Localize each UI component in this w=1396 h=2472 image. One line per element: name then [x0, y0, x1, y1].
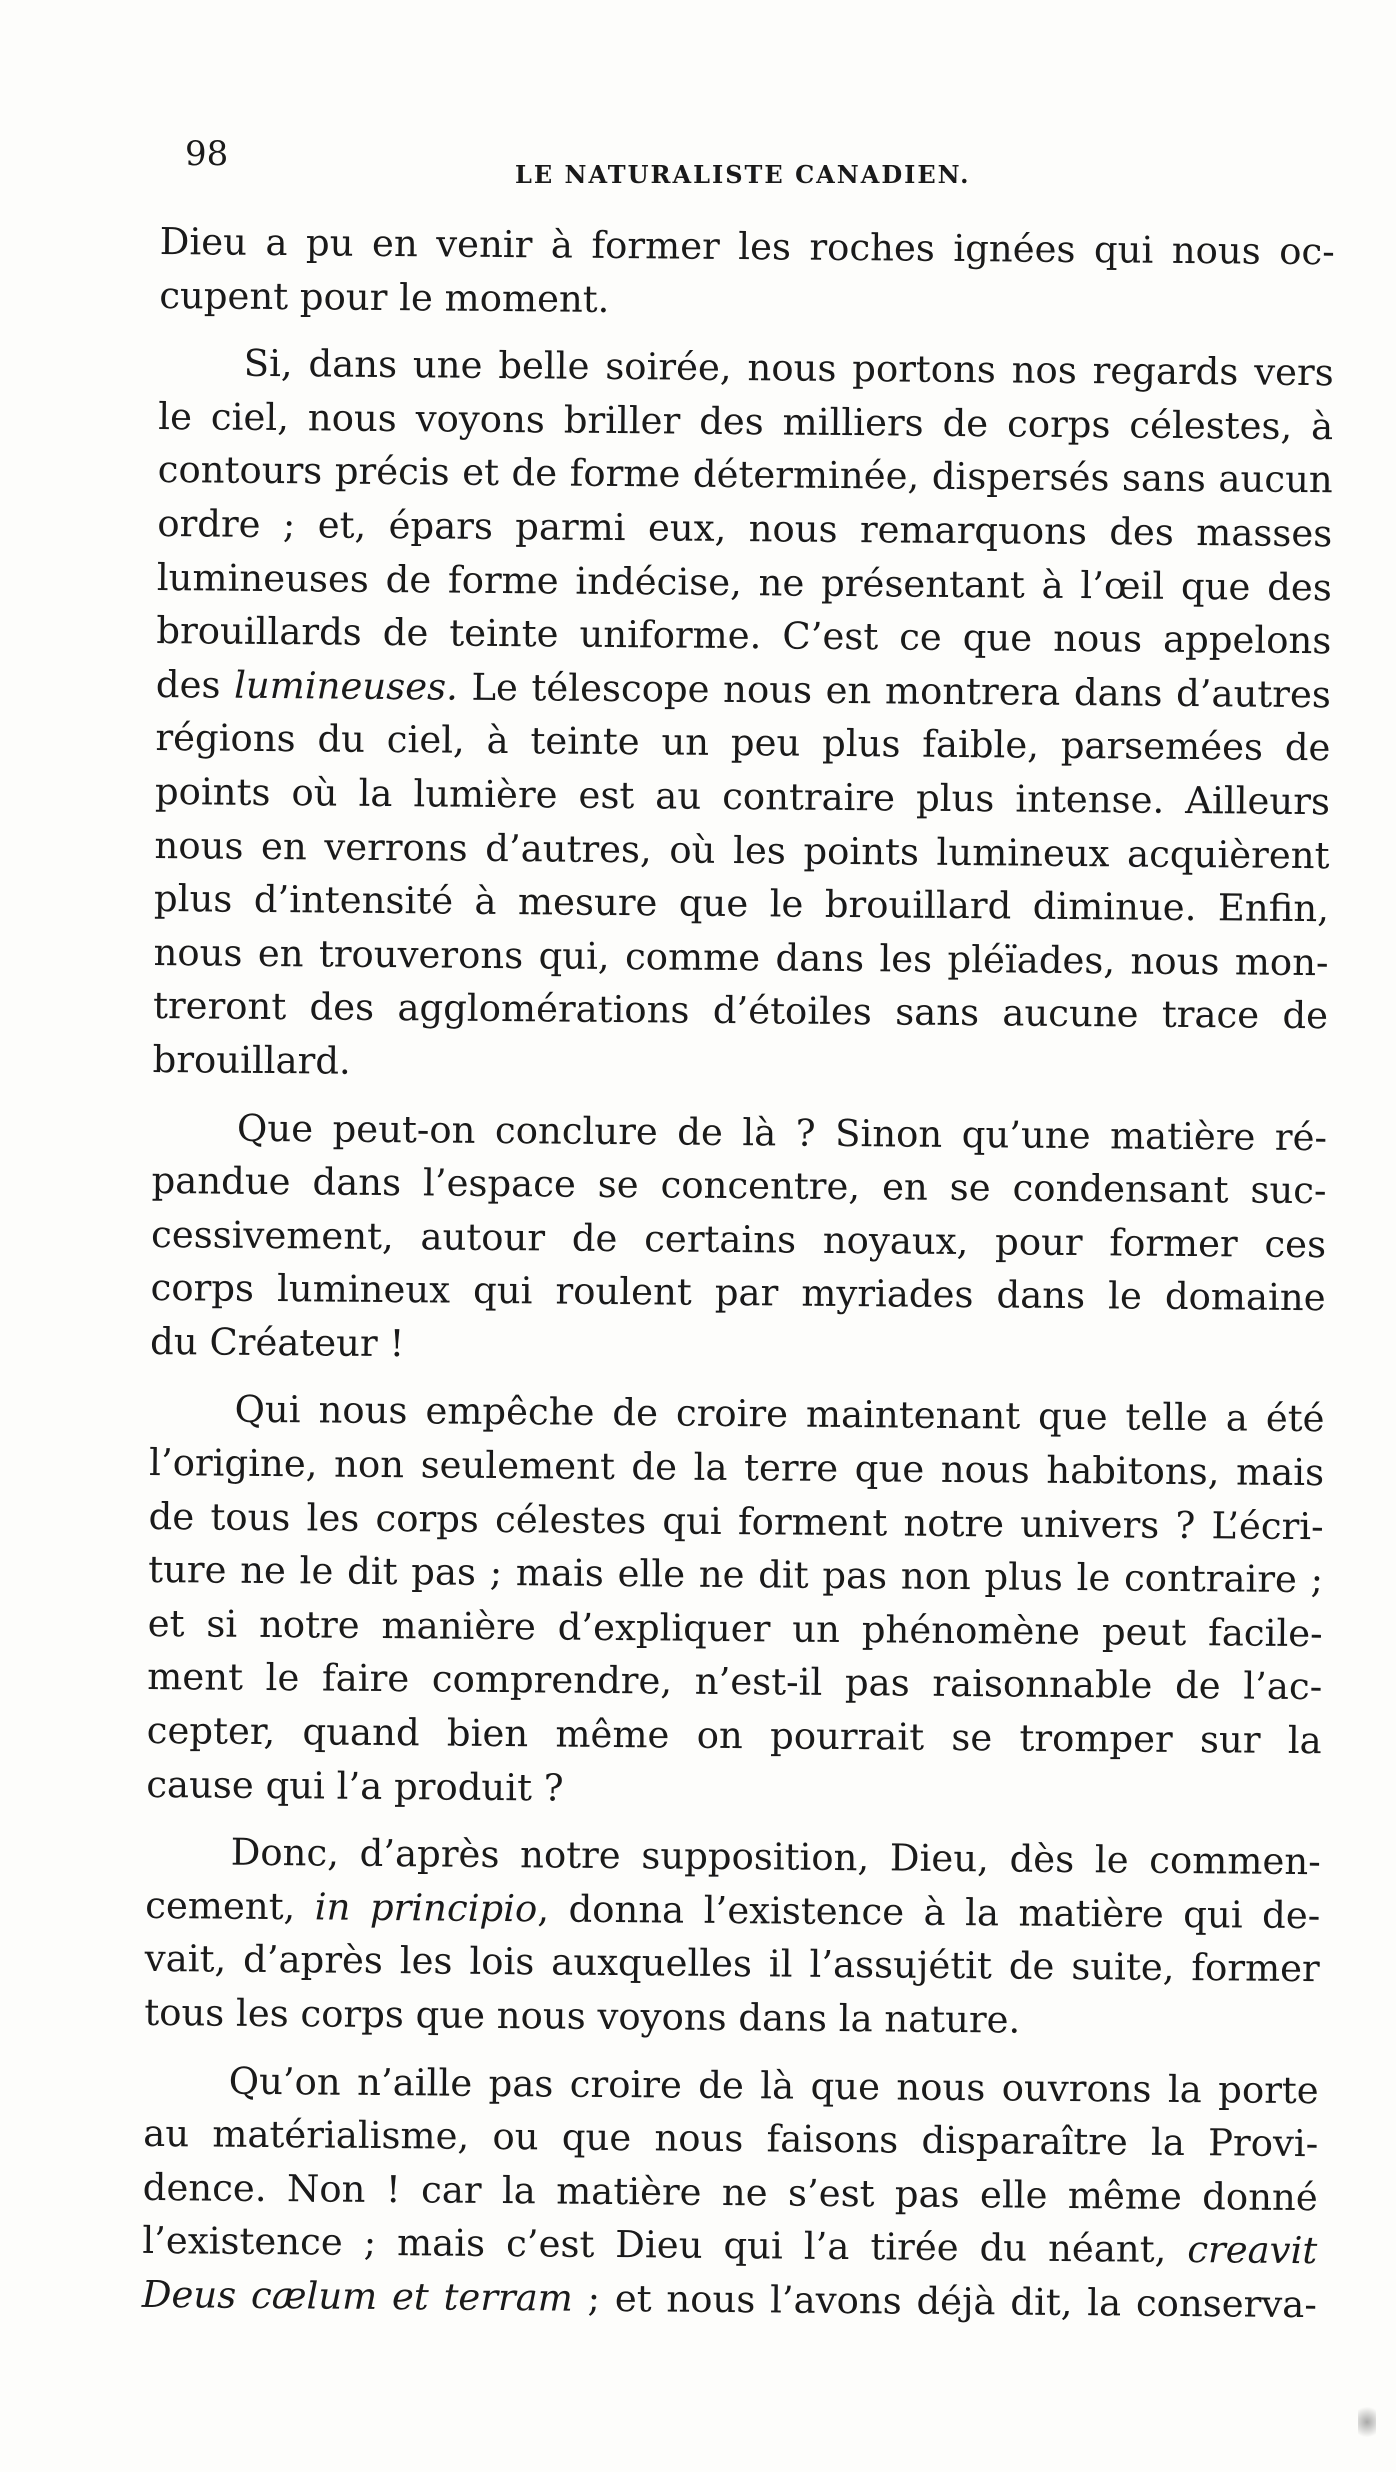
text-line: Dieu a pu en venir à former les roches ignées qui nous oc- [159, 219, 1335, 274]
text-line: l’origine, non seulement de la terre que nous habitons, mais [148, 1441, 1325, 1495]
text-line: cepter, quand bien même on pourrait se tromper sur la [146, 1708, 1322, 1763]
text-line: cessivement, autour de certains noyaux, pour former ces [150, 1212, 1327, 1266]
text-line: du Créateur ! [149, 1319, 405, 1366]
text-line: au matérialisme, ou que nous faisons disparaître la Provi- [143, 2112, 1319, 2166]
text-run: Le télescope nous en montrera dans d’autres [457, 665, 1332, 716]
paragraph [159, 215, 1335, 332]
text-line: Donc, d’après notre supposition, Dieu, dès le commen- [230, 1830, 1321, 1884]
text-line: brouillard. [152, 1037, 351, 1083]
text-line: nous en verrons d’autres, où les points lumineux acquièrent [154, 823, 1330, 877]
text-line: Si, dans une belle soirée, nous portons nos regards vers [243, 341, 1334, 395]
paragraph [152, 336, 1334, 1097]
text-line: lumineuses de forme indécise, ne présentant à l’œil que des [156, 555, 1332, 609]
text-line: brouillards de teinte uniforme. C’est ce que nous appelons [156, 609, 1332, 663]
italic-phrase: lumineuses. [233, 663, 459, 709]
body-text [141, 215, 1334, 2346]
text-line: plus d’intensité à mesure que le brouillard diminue. Enfin, [153, 877, 1330, 931]
paragraph [146, 1382, 1325, 1821]
page-number: 98 [185, 134, 229, 174]
text-run: cement, [145, 1883, 315, 1929]
text-line: nous en trouverons qui, comme dans les pléïades, nous mon- [153, 930, 1329, 984]
page-header [185, 130, 1305, 190]
text-run: ; et nous l’avons déjà dit, la conserva- [572, 2276, 1317, 2327]
paragraph [144, 1825, 1321, 2050]
italic-phrase: Deus cælum et terram [141, 2272, 574, 2320]
text-line: ment le faire comprendre, n’est-il pas raisonnable de l’ac- [147, 1655, 1323, 1709]
text-line: contours précis et de forme déterminée, dispersés sans aucun [157, 448, 1333, 502]
text-line: Qu’on n’aille pas croire de là que nous ouvrons la porte [228, 2059, 1319, 2112]
text-line: le ciel, nous voyons briller des milliers de corps célestes, à [158, 394, 1334, 449]
text-line-with-italic [142, 2268, 1317, 2332]
text-run: des [155, 662, 235, 707]
text-line: cause qui l’a produit ? [146, 1762, 564, 1810]
text-line: dence. Non ! car la matière ne s’est pas elle même donné [142, 2165, 1318, 2219]
running-title: LE NATURALISTE CANADIEN. [515, 160, 971, 189]
text-line: cupent pour le moment. [159, 273, 610, 321]
text-line: Que peut-on conclure de là ? Sinon qu’une matière ré- [236, 1106, 1328, 1159]
text-line: pandue dans l’espace se concentre, en se condensant suc- [151, 1159, 1327, 1213]
text-line: Qui nous empêche de croire maintenant que telle a été [234, 1388, 1325, 1441]
text-line: régions du ciel, à teinte un peu plus faible, parsemées de [155, 716, 1331, 770]
text-line: de tous les corps célestes qui forment notre univers ? L’écri- [148, 1494, 1324, 1548]
text-line: corps lumineux qui roulent par myriades dans le domaine [150, 1266, 1326, 1320]
paragraph [150, 1100, 1327, 1378]
text-line: et si notre manière d’expliquer un phénomène peut facile- [147, 1601, 1323, 1656]
italic-phrase: creavit [1187, 2228, 1318, 2273]
text-line: ordre ; et, épars parmi eux, nous remarquons des masses [157, 501, 1333, 556]
page-smudge [1358, 2402, 1376, 2442]
text-line: points où la lumière est au contraire plus intense. Ailleurs [154, 769, 1331, 824]
text-run: , donna l’existence à la matière qui de- [537, 1887, 1321, 1938]
text-line: vait, d’après les lois auxquelles il l’assujétit de suite, former [144, 1937, 1320, 1991]
text-line: tous les corps que nous voyons dans la nature. [144, 1990, 1021, 2042]
text-line: treront des agglomérations d’étoiles sans aucune trace de [152, 984, 1329, 1038]
italic-phrase: in principio [314, 1885, 538, 1931]
text-run: l’existence ; mais c’est Dieu qui l’a tirée du néant, [142, 2219, 1188, 2272]
text-line: ture ne le dit pas ; mais elle ne dit pas non plus le contraire ; [147, 1548, 1324, 1602]
paragraph [142, 2054, 1319, 2332]
